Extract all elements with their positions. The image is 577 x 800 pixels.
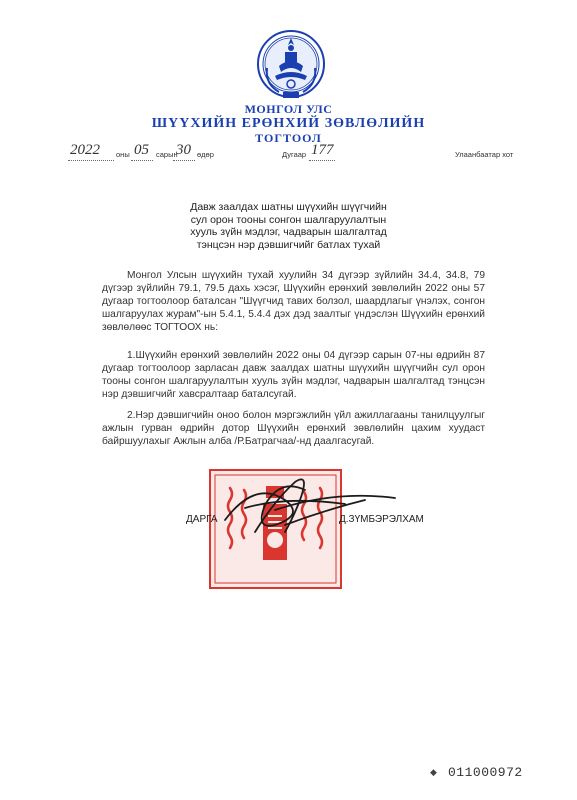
title-line: тэнцсэн нэр дэвшигчийг батлах тухай xyxy=(196,238,381,251)
intro-text: Монгол Улсын шүүхийн тухай хуулийн 34 дүгээр зүйлийн 34.4, 34.8, 79 дүгээр зүйлийн 79.1, 79.5 дахь хэсэг, Шүүхийн ерөнхий зөвлөлийн 2022 оны 57 дугаар тогтоолоор баталсан "Шүүгчид тавих болзол, шаардлагыг үнэлэх, сонгон шалгаруулах журам"-ын 5.4.1, 5.4.4 дэх дэд заалтыг үндэслэн Шүүхийн ерөнхий зөвлөлөөс ТОГТООХ нь: xyxy=(102,270,485,333)
city-label: Улаанбаатар хот xyxy=(455,150,514,159)
date-day-value: 30 xyxy=(176,142,191,158)
org-line-doc-type: ТОГТООЛ xyxy=(255,131,322,145)
resolution-item-1 xyxy=(102,349,485,401)
title-line: Давж заалдах шатны шүүхийн шүүгчийн xyxy=(190,201,387,213)
state-emblem-icon xyxy=(257,28,325,100)
org-line-council: ШҮҮХИЙН ЕРӨНХИЙ ЗӨВЛӨЛИЙН xyxy=(151,116,426,131)
document-serial-number: 011000972 xyxy=(448,765,523,780)
serial-marker-icon: ◆ xyxy=(430,767,437,777)
date-year-suffix: оны xyxy=(116,150,130,159)
decree-title xyxy=(150,201,427,251)
decree-number-value: 177 xyxy=(311,142,334,158)
handwritten-signature-icon xyxy=(215,470,400,540)
signatory-title: ДАРГА xyxy=(186,514,218,525)
signatory-name: Д.ЗҮМБЭРЭЛХАМ xyxy=(339,514,424,525)
number-label: Дугаар xyxy=(282,150,307,159)
intro-paragraph xyxy=(102,269,485,334)
resolution-item-2 xyxy=(102,409,485,448)
item-2-text: 2.Нэр дэвшигчийн оноо болон мэргэжлийн үйл ажиллагааны танилцуулгыг ажлын гурван өдрийн дотор Шүүхийн ерөнхий зөвлөлийн цахим хуудаст байршуулахыг Ажлын алба /Р.Батрагчаа/-нд даалгасугай. xyxy=(102,410,485,447)
item-1-text: 1.Шүүхийн ерөнхий зөвлөлийн 2022 оны 04 дүгээр сарын 07-ны өдрийн 87 дугаар тогтоолоор зарласан давж заалдах шатны шүүхийн шүүгчийн сул орон тооны сонгон шалгаруулалтын хууль зүйн мэдлэг, чадварын шалгалтад тэнцсэн нэр дэвшигчийг хавсралтаар баталсугай. xyxy=(102,350,485,400)
date-year-value: 2022 xyxy=(70,142,100,158)
date-month-suffix: сарын xyxy=(156,150,178,159)
date-day-suffix: өдөр xyxy=(197,150,214,159)
title-line: сул орон тооны сонгон шалгаруулалтын xyxy=(190,213,387,226)
title-line: хууль зүйн мэдлэг, чадварын шалгалтад xyxy=(190,226,387,239)
org-line-country: МОНГОЛ УЛС xyxy=(244,102,333,116)
date-month-value: 05 xyxy=(134,142,149,158)
